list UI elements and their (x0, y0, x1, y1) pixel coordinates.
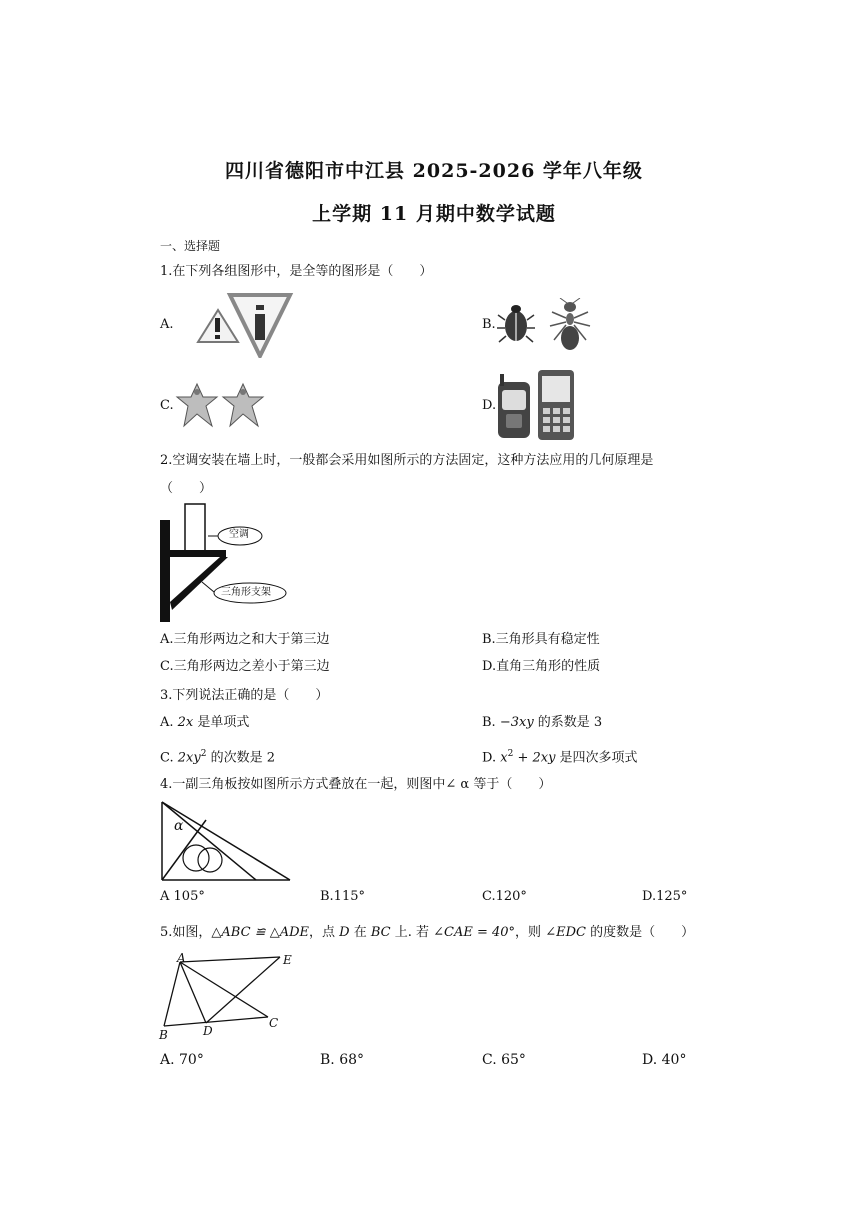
q3-option-d-prefix: D. (482, 750, 501, 766)
q2-option-d: D.直角三角形的性质 (482, 659, 601, 674)
q3-option-d-math-2: + 2xy (513, 750, 556, 766)
q5-option-d: D. 40° (642, 1052, 687, 1068)
ruler-hypotenuse-1 (162, 802, 290, 880)
star-face-dot (194, 389, 200, 395)
q3-option-b-math: −3xy (499, 715, 534, 730)
q3-stem: 3.下列说法正确的是（ ） (160, 688, 329, 703)
q2-label-ac: 空调 (229, 529, 249, 540)
segment-AC (180, 962, 268, 1017)
q3-option-c-text: 的次数是 2 (206, 750, 275, 766)
q3-option-d-text: 是四次多项式 (555, 750, 638, 766)
segment-DE (206, 957, 280, 1023)
cell-phone-icon-1 (498, 374, 530, 438)
ant-icon (550, 298, 590, 350)
q2-option-a: A.三角形两边之和大于第三边 (160, 632, 330, 647)
q1-stem: 1.在下列各组图形中，是全等的图形是（ ） (160, 264, 433, 279)
q3-option-b (482, 715, 602, 731)
point-label-E: E (283, 953, 292, 967)
q4-stem: 4.一副三角板按如图所示方式叠放在一起，则图中∠ α 等于（ ） (160, 777, 552, 792)
segment-AE (180, 957, 280, 962)
bracket-horizontal-bar (170, 550, 226, 557)
q1-option-a-label: A. (160, 317, 174, 332)
q3-option-d-math-1: x (500, 750, 508, 766)
beetle-icon (497, 305, 535, 342)
q1-option-c-label: C. (160, 398, 174, 413)
bracket-diagonal-bar (170, 557, 228, 610)
q3-option-c (160, 746, 275, 766)
q5-stem-part: 上. 若 (390, 925, 434, 940)
segment-BC (164, 1017, 268, 1026)
q1-option-d-label: D. (482, 398, 497, 413)
q4-option-c: C.120° (482, 889, 527, 904)
air-conditioner-unit (185, 504, 205, 551)
q5-stem-math: ∠CAE = 40° (433, 925, 516, 940)
q1-option-b-label: B. (482, 317, 496, 332)
q1-option-a-figure (174, 292, 294, 358)
star-face-dot (240, 389, 246, 395)
wall (160, 520, 170, 622)
q4-alpha-label: α (174, 818, 184, 834)
q5-stem-part: ，点 (309, 925, 340, 940)
q1-option-d-figure (496, 368, 580, 442)
q5-stem-part: 5.如图， (160, 925, 212, 940)
q5-stem-part: ，则 (515, 925, 546, 940)
q3-option-a-math: 2x (177, 715, 194, 730)
q3-option-d-exponent: 2 (507, 749, 514, 759)
q2-option-c: C.三角形两边之差小于第三边 (160, 659, 330, 674)
cell-phone-icon-2 (538, 370, 574, 440)
q3-option-c-prefix: C. (160, 750, 178, 766)
ruler-hole-2 (198, 848, 222, 872)
title-line-1: 四川省德阳市中江县 2025-2026 学年八年级 (225, 160, 643, 182)
point-label-A: A (177, 951, 186, 965)
exclamation-dot (215, 335, 220, 339)
q4-option-b: B.115° (320, 889, 365, 904)
segment-AB (164, 962, 180, 1026)
section-heading: 一、选择题 (160, 239, 221, 253)
q5-stem-math: ∠EDC (545, 925, 586, 940)
q5-option-c: C. 65° (482, 1052, 526, 1068)
q3-option-d (482, 746, 638, 766)
q2-stem: 2.空调安装在墙上时，一般都会采用如图所示的方法固定，这种方法应用的几何原理是 (160, 453, 654, 468)
q1-option-b-figure (496, 298, 600, 356)
q1-option-c-figure (174, 378, 274, 432)
q5-stem-math: BC (370, 925, 391, 940)
q2-option-b: B.三角形具有稳定性 (482, 632, 600, 647)
exclamation-bar (215, 318, 220, 332)
q3-option-a-text: 是单项式 (193, 715, 250, 730)
q5-stem-part: 的度数是（ ） (585, 925, 695, 940)
info-dot (256, 305, 264, 310)
q4-triangle-rulers-figure (158, 800, 294, 884)
star-figure-icon (177, 384, 263, 426)
q5-stem-math: D (339, 925, 350, 940)
callout-line-bracket (202, 582, 214, 592)
q3-option-c-math: 2xy (177, 750, 201, 766)
q3-option-a (160, 715, 249, 731)
q5-option-a: A. 70° (160, 1052, 204, 1068)
title-line-2: 上学期 11 月期中数学试题 (312, 203, 556, 225)
q5-stem-math: △ABC ≌ △ADE (211, 925, 309, 940)
segment-AD (180, 962, 206, 1023)
q4-option-d: D.125° (642, 889, 688, 904)
q5-stem-part: 在 (349, 925, 371, 940)
q3-option-b-prefix: B. (482, 715, 500, 730)
info-bar (255, 314, 265, 340)
q3-option-a-prefix: A. (160, 715, 178, 730)
point-label-B: B (159, 1028, 168, 1042)
q2-bracket: （ ） (160, 481, 213, 496)
q2-air-conditioner-figure (158, 502, 288, 624)
point-label-C: C (269, 1016, 279, 1030)
ruler-hypotenuse-2 (162, 802, 256, 880)
point-label-D: D (203, 1024, 213, 1038)
q4-option-a: A 105° (160, 889, 205, 904)
q3-option-b-text: 的系数是 3 (533, 715, 603, 730)
q5-stem (160, 925, 694, 941)
q2-label-bracket: 三角形支架 (221, 587, 271, 598)
q5-option-b: B. 68° (320, 1052, 365, 1068)
q3-option-c-exponent: 2 (200, 749, 207, 759)
